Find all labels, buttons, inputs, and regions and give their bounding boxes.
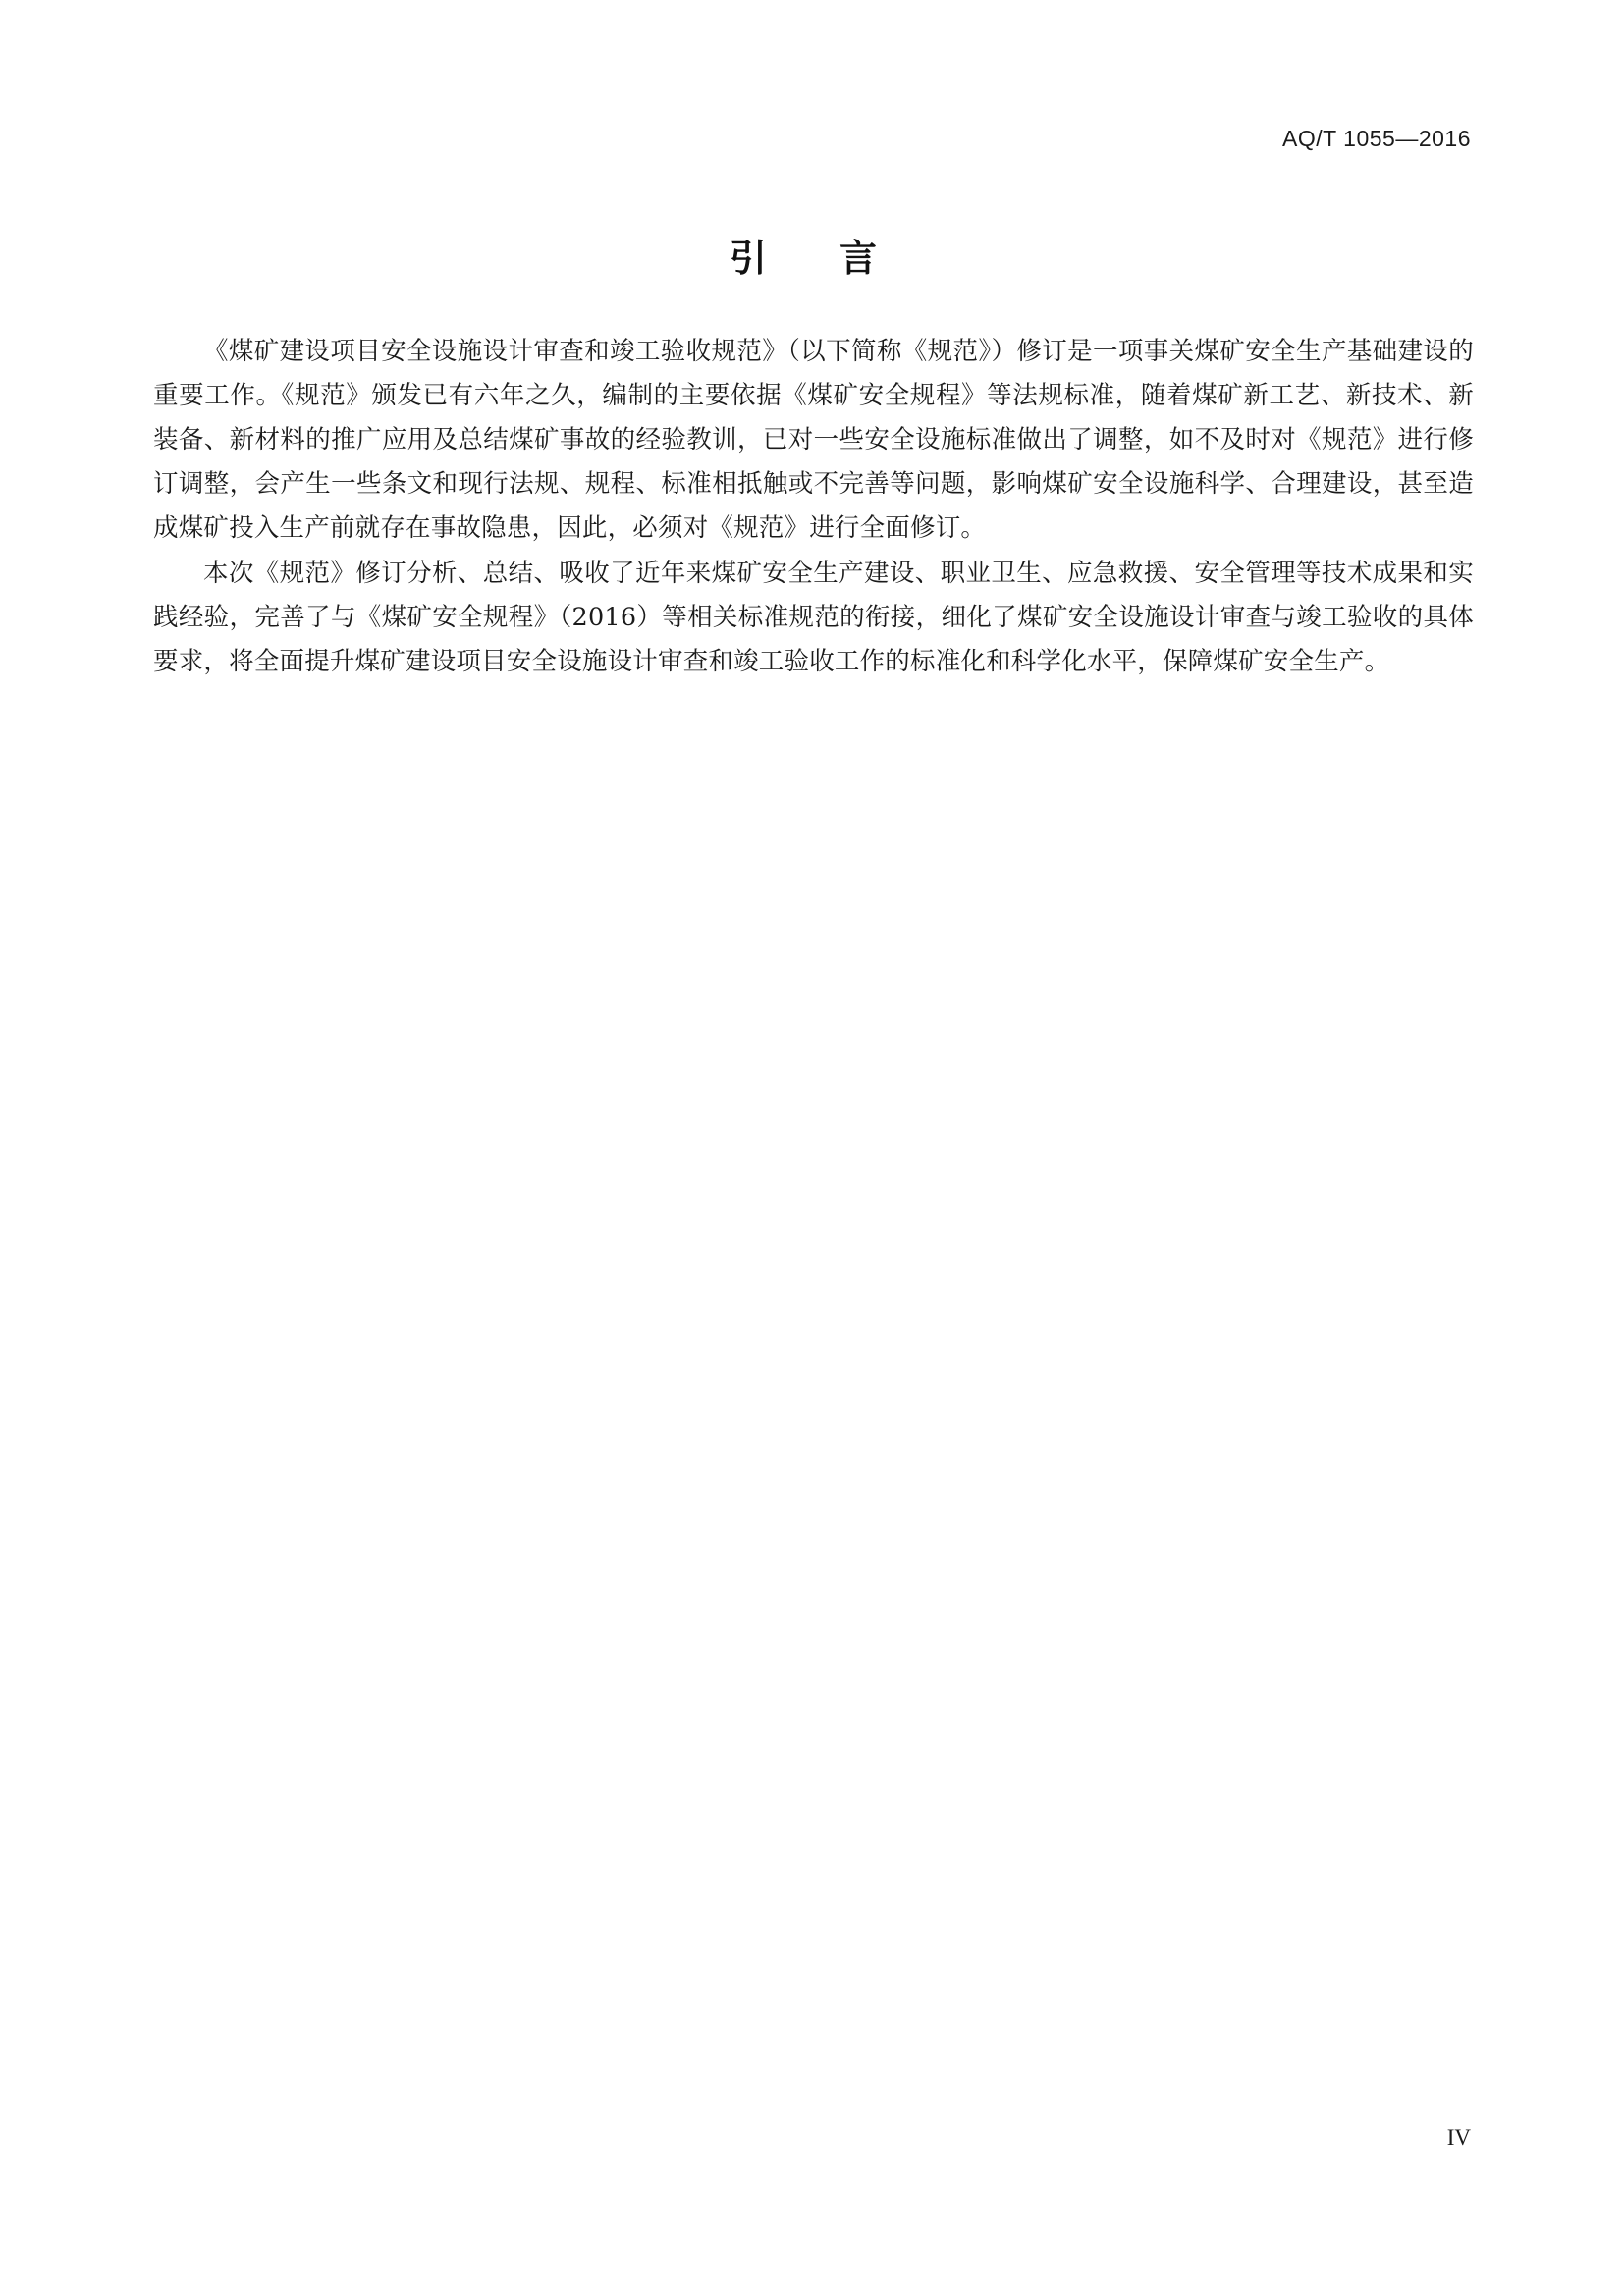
page-title: 引 言 bbox=[729, 236, 894, 280]
paragraph: 本次《规范》修订分析、总结、吸收了近年来煤矿安全生产建设、职业卫生、应急救援、安全管理等技术成果和实践经验，完善了与《煤矿安全规程》（2016）等相关标准规范的衔接，细化了煤矿安全设施设计审查与竣工验收的具体要求，将全面提升煤矿建设项目安全设施设计审查和竣工验收工作的标准化和科学化水平，保障煤矿安全生产。 bbox=[153, 559, 1474, 676]
paragraph: 《煤矿建设项目安全设施设计审查和竣工验收规范》（以下简称《规范》）修订是一项事关煤矿安全生产基础建设的重要工作。《规范》颁发已有六年之久，编制的主要依据《煤矿安全规程》等法规标准，随着煤矿新工艺、新技术、新装备、新材料的推广应用及总结煤矿事故的经验教训，已对一些安全设施标准做出了调整，如不及时对《规范》进行修订调整，会产生一些条文和现行法规、规程、标准相抵触或不完善等问题，影响煤矿安全设施科学、合理建设，甚至造成煤矿投入生产前就存在事故隐患，因此，必须对《规范》进行全面修订。 bbox=[153, 337, 1474, 543]
page-number: IV bbox=[1446, 2125, 1471, 2150]
page-header-standard-code: AQ/T 1055—2016 bbox=[1282, 126, 1471, 151]
introduction-body bbox=[153, 330, 1474, 684]
